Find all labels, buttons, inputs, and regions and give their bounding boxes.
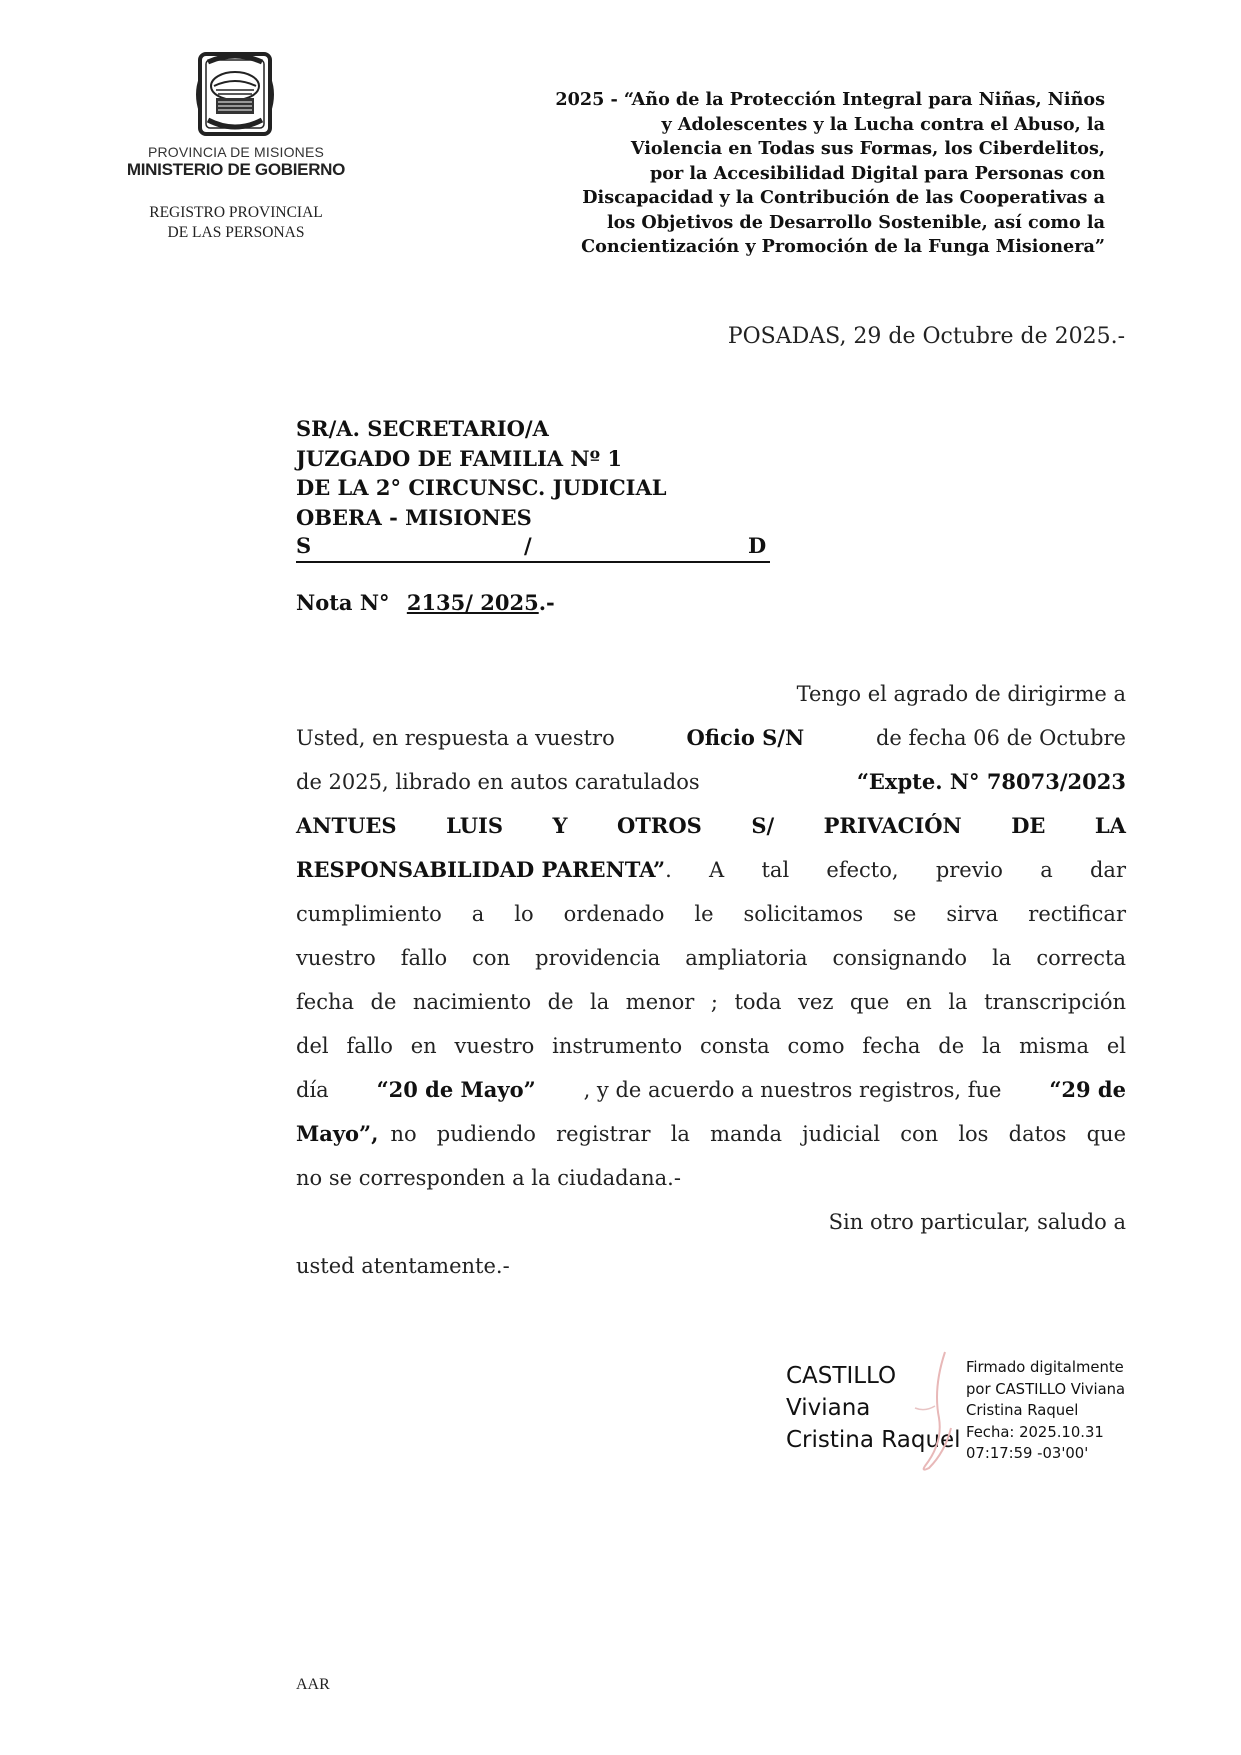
addressee-line-4: OBERA - MISIONES [296, 504, 532, 530]
addressee-line-3: DE LA 2° CIRCUNSC. JUDICIAL [296, 475, 667, 500]
motto-line: Discapacidad y la Contribución de las Cooperativas a [582, 187, 1105, 208]
body-text: vuestro fallo con providencia ampliatoria consignando la correcta [296, 946, 1126, 970]
addressee-block [296, 414, 667, 532]
body-text: no se corresponden a la ciudadana.- [296, 1166, 681, 1190]
motto-line: y Adolescentes y la Lucha contra el Abuso, la [661, 113, 1105, 135]
body-line [296, 1112, 1126, 1156]
letter-body [296, 672, 1126, 1288]
year-motto [470, 88, 1105, 260]
motto-line: Concientización y Promoción de la Funga Misionera” [581, 236, 1105, 257]
body-text: de fecha 06 de Octubre [875, 726, 1126, 750]
body-text: fecha de nacimiento de la menor ; toda vez que en la transcripción [296, 990, 1126, 1014]
case-title-word: S/ [751, 813, 775, 838]
body-line [296, 760, 1126, 804]
sd-d: D [748, 533, 767, 558]
sd-s: S [296, 533, 312, 558]
typist-initials: AAR [296, 1676, 330, 1693]
addressee-line-1: SR/A. SECRETARIO/A [296, 416, 549, 441]
correct-date-end: Mayo”, [296, 1121, 379, 1146]
signature-detail-line: por CASTILLO Viviana [966, 1380, 1126, 1398]
note-number [296, 590, 555, 615]
signer-name-line: Cristina Raquel [786, 1427, 961, 1453]
signature-detail-line: Fecha: 2025.10.31 [966, 1423, 1104, 1441]
sd-slash: / [524, 533, 532, 558]
motto-line: por la Accesibilidad Digital para Personas con [649, 162, 1105, 184]
case-title-word: Y [552, 813, 568, 838]
motto-line: Violencia en Todas sus Formas, los Ciberdelitos, [630, 138, 1105, 159]
body-line [296, 936, 1126, 980]
body-text: , y de acuerdo a nuestros registros, fue [583, 1078, 1002, 1102]
note-label: Nota N° [296, 590, 390, 615]
body-text: no pudiendo registrar la manda judicial con los datos que [390, 1122, 1126, 1146]
body-text: de 2025, librado en autos caratulados [296, 770, 700, 794]
sd-line [296, 533, 770, 563]
case-title-word: LUIS [446, 813, 504, 838]
registry-line-1: REGISTRO PROVINCIAL [149, 204, 323, 221]
body-line [296, 1068, 1126, 1112]
note-suffix: .- [538, 590, 555, 615]
body-line [296, 892, 1126, 936]
body-line [296, 1024, 1126, 1068]
case-title-word: OTROS [616, 813, 702, 838]
body-text: Usted, en respuesta a vuestro [296, 726, 615, 750]
signature-detail-line: 07:17:59 -03'00' [966, 1445, 1089, 1462]
body-line [296, 672, 1126, 716]
body-line [296, 804, 1126, 848]
body-line [296, 848, 1126, 892]
registry-line-2: DE LAS PERSONAS [167, 224, 305, 241]
addressee-line-2: JUZGADO DE FAMILIA Nº 1 [296, 445, 623, 471]
province-name: PROVINCIA DE MISIONES [147, 144, 325, 160]
ministry-name: MINISTERIO DE GOBIERNO [126, 160, 346, 179]
provincial-seal-icon [190, 48, 280, 140]
closing-text: Sin otro particular, saludo a [828, 1210, 1126, 1234]
case-title-word: PRIVACIÓN [823, 813, 962, 838]
motto-line: 2025 - “Año de la Protección Integral para Niñas, Niños [555, 89, 1105, 110]
case-title-word: LA [1094, 813, 1126, 838]
motto-line: los Objetivos de Desarrollo Sostenible, así como la [606, 211, 1105, 233]
body-line [296, 1200, 1126, 1244]
signature-details [966, 1357, 1125, 1465]
body-text-justified [665, 848, 1126, 892]
closing-text: usted atentamente.- [296, 1254, 510, 1278]
body-line [296, 716, 1126, 760]
note-value: 2135/ 2025 [406, 590, 539, 615]
body-text: cumplimiento a lo ordenado le solicitamos se sirva rectificar [296, 902, 1126, 926]
body-text: Tengo el agrado de dirigirme a [796, 682, 1126, 706]
case-number: “Expte. N° 78073/2023 [856, 769, 1126, 794]
correct-date: “29 de [1049, 1077, 1126, 1102]
case-title-word: ANTUES [296, 813, 397, 838]
place-date: POSADAS, 29 de Octubre de 2025.- [727, 324, 1125, 349]
body-line [296, 1244, 1126, 1288]
registry-name [110, 203, 362, 243]
body-text: . A tal efecto, previo a dar [665, 858, 1126, 882]
digital-signature-mark-icon [895, 1348, 965, 1478]
wrong-date: “20 de Mayo” [376, 1077, 536, 1102]
signature-detail-line: Firmado digitalmente [966, 1359, 1124, 1376]
body-line [296, 1156, 1126, 1200]
signer-name-line: Viviana [786, 1395, 871, 1421]
body-text: día [296, 1078, 329, 1102]
body-text: del fallo en vuestro instrumento consta como fecha de la misma el [296, 1034, 1126, 1058]
case-title-word: DE [1011, 813, 1046, 838]
body-line [296, 980, 1126, 1024]
case-title-end: RESPONSABILIDAD PARENTA” [296, 857, 666, 882]
oficio-reference: Oficio S/N [686, 725, 805, 750]
signer-name-line: CASTILLO [786, 1363, 897, 1389]
signature-detail-line: Cristina Raquel [966, 1402, 1079, 1419]
